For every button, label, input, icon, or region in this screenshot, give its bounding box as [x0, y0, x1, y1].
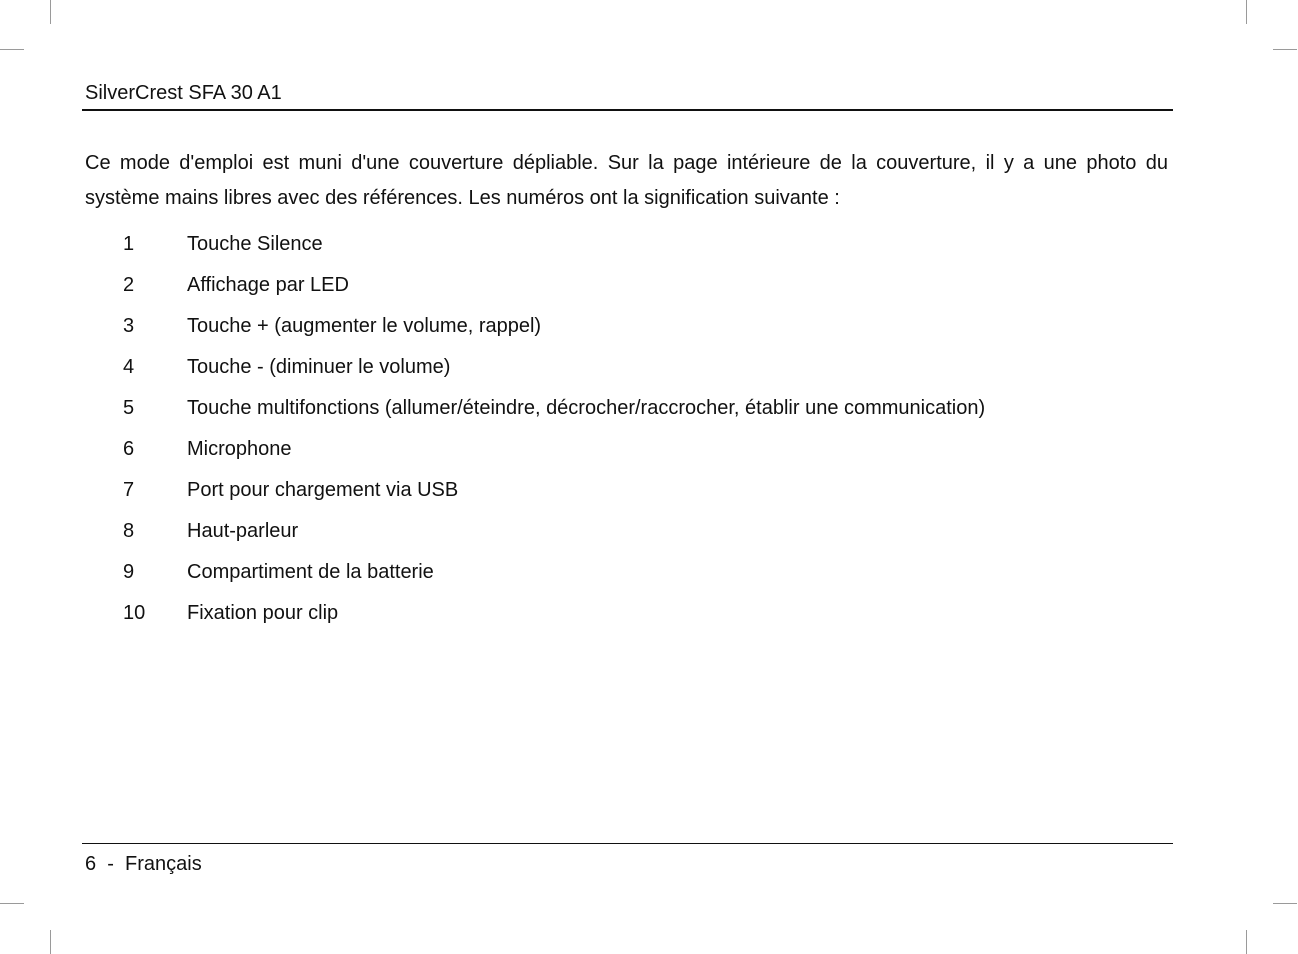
item-label: Affichage par LED: [187, 274, 349, 296]
intro-paragraph: Ce mode d'emploi est muni d'une couverture dépliable. Sur la page intérieure de la couverture, il y a une photo du système mains libres avec des références. Les numéros ont la signification suivante :: [85, 152, 1168, 209]
item-number: 9: [123, 561, 135, 583]
crop-mark-bottom-right-horizontal: [1273, 903, 1297, 904]
item-number: 4: [123, 356, 135, 378]
item-number: 10: [123, 602, 146, 624]
item-label: Touche Silence: [187, 233, 323, 255]
header-rule: [82, 109, 1173, 111]
crop-mark-bottom-left-horizontal: [0, 903, 24, 904]
item-label: Haut-parleur: [187, 520, 299, 542]
crop-mark-top-left-horizontal: [0, 49, 24, 50]
crop-mark-top-right-vertical: [1246, 0, 1247, 24]
item-number: 5: [123, 397, 135, 419]
footer-rule: [82, 843, 1173, 844]
crop-mark-top-right-horizontal: [1273, 49, 1297, 50]
item-number: 8: [123, 520, 135, 542]
item-label: Touche + (augmenter le volume, rappel): [187, 315, 542, 337]
item-number: 3: [123, 315, 135, 337]
item-label: Compartiment de la batterie: [187, 561, 434, 583]
item-label: Touche multifonctions (allumer/éteindre, décrocher/raccrocher, établir une communication): [187, 397, 986, 419]
item-label: Microphone: [187, 438, 292, 460]
crop-mark-bottom-left-vertical: [50, 930, 51, 954]
item-label: Touche - (diminuer le volume): [187, 356, 451, 378]
crop-mark-top-left-vertical: [50, 0, 51, 24]
running-header: SilverCrest SFA 30 A1: [85, 82, 282, 104]
item-number: 6: [123, 438, 135, 460]
item-label: Port pour chargement via USB: [187, 479, 459, 501]
crop-mark-bottom-right-vertical: [1246, 930, 1247, 954]
item-label: Fixation pour clip: [187, 602, 339, 624]
item-number: 7: [123, 479, 135, 501]
item-number: 1: [123, 233, 135, 255]
page-footer: 6 - Français: [85, 853, 202, 875]
item-number: 2: [123, 274, 135, 296]
